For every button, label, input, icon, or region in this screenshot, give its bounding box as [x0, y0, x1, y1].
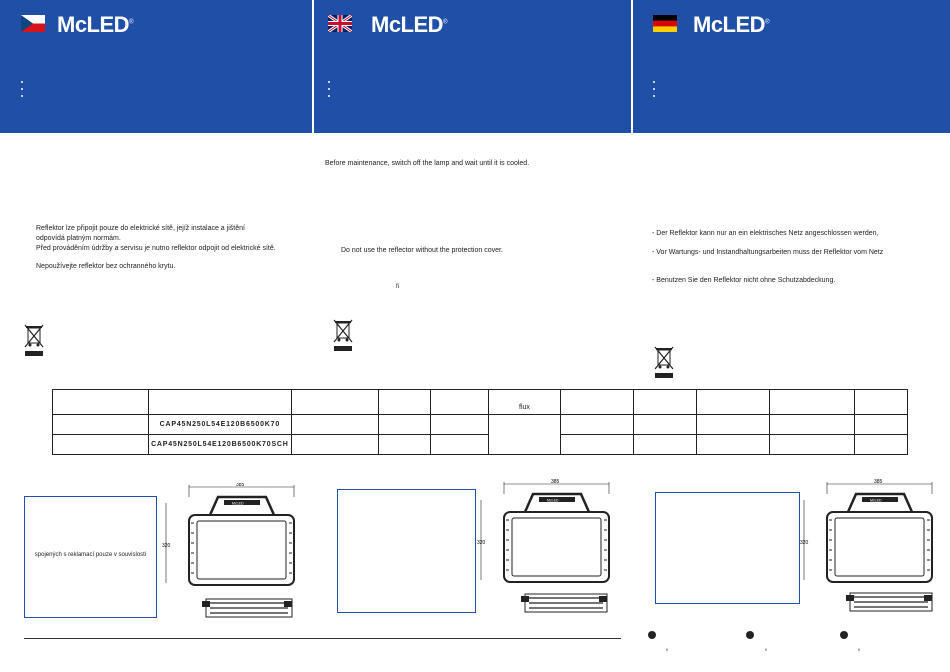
german-flag-icon	[653, 15, 677, 32]
width-dimension: 385	[236, 483, 245, 488]
cz-text-3: Před prováděním údržby a servisu je nutno reflektor odpojit od elektrické sítě.	[36, 245, 276, 252]
warranty-box-en	[337, 489, 476, 613]
label-strip: McLED	[870, 498, 882, 503]
height-dimension: 320	[477, 540, 486, 546]
header-de	[633, 0, 950, 133]
cz-text-4: Nepoužívejte reflektor bez ochranného krytu.	[36, 263, 176, 270]
bullet-dots	[653, 81, 659, 102]
footer-mark: fi	[765, 647, 767, 652]
width-dimension: 385	[551, 479, 560, 485]
product-code: CAP45N250L54E120B6500K70	[148, 415, 291, 435]
floodlight-drawing	[800, 475, 940, 620]
mcled-logo: McLED®	[371, 12, 447, 37]
flux-header: flux	[488, 390, 561, 415]
warranty-text: spojených s reklamací pouze v souvislosti	[34, 552, 147, 558]
footer-bullet-icon	[746, 631, 754, 639]
footer-bullet-icon	[840, 631, 848, 639]
width-dimension: 385	[874, 479, 883, 485]
height-dimension: 320	[800, 540, 809, 546]
bullet-dots	[328, 81, 334, 102]
floodlight-drawing	[477, 477, 617, 617]
table-row	[53, 415, 908, 435]
weee-bin-icon	[332, 318, 354, 352]
weee-bin-icon	[23, 323, 45, 357]
cz-text-2: odpovídá platným normám.	[36, 235, 121, 242]
mcled-logo: McLED®	[57, 12, 133, 37]
de-text-1: - Der Reflektor kann nur an ein elektrisches Netz angeschlossen werden,	[652, 230, 879, 237]
label-strip: McLED	[547, 498, 559, 503]
warranty-box-de	[655, 492, 800, 604]
floodlight-drawing	[162, 483, 302, 623]
mcled-logo: McLED®	[693, 12, 769, 37]
footer-bullet-icon	[648, 631, 656, 639]
product-code: CAP45N250L54E120B6500K70SCH	[148, 435, 291, 455]
footer-mark: fi	[666, 647, 668, 652]
footer-rule	[24, 638, 621, 639]
en-glyph: fi	[396, 284, 399, 290]
table-row	[53, 390, 908, 415]
spec-table	[52, 389, 908, 455]
en-text-maintenance: Before maintenance, switch off the lamp and wait until it is cooled.	[325, 160, 530, 167]
de-text-2: - Vor Wartungs- und Instandhaltungsarbeiten muss der Reflektor vom Netz	[652, 249, 884, 256]
uk-flag-icon	[328, 15, 352, 32]
table-row	[53, 435, 908, 455]
cz-text-1: Reflektor lze připojit pouze do elektrické sítě, jejíž instalace a jištění	[36, 225, 245, 232]
label-strip: McLED	[232, 501, 244, 506]
header-en	[314, 0, 631, 133]
de-text-3: - Benutzen Sie den Reflektor nicht ohne Schutzabdeckung.	[652, 277, 836, 284]
footer-mark: fi	[858, 647, 860, 652]
height-dimension: 320	[162, 543, 171, 549]
czech-flag-icon	[21, 15, 45, 32]
en-text-cover: Do not use the reflector without the protection cover.	[341, 247, 503, 254]
weee-bin-icon	[653, 345, 675, 379]
warranty-box-cz	[24, 496, 157, 618]
header-cz	[0, 0, 312, 133]
bullet-dots	[21, 81, 27, 102]
